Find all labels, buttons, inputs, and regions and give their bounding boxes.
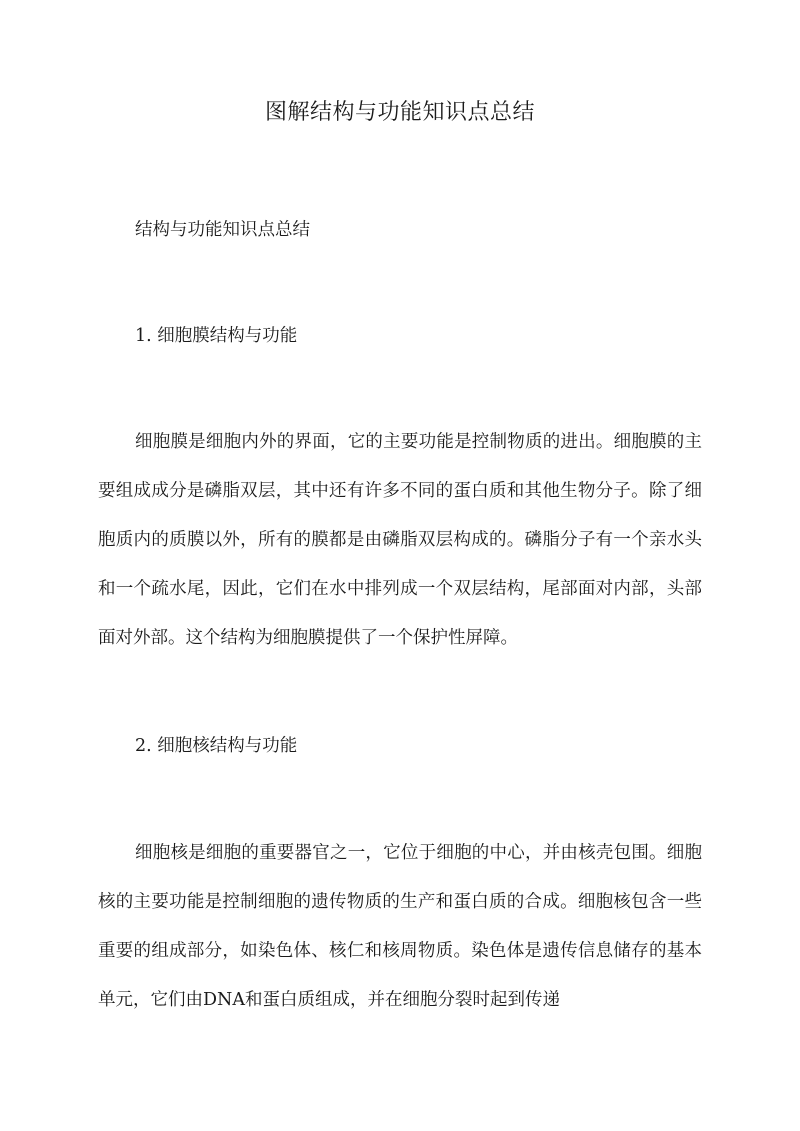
section-paragraph-nucleus: 细胞核是细胞的重要器官之一，它位于细胞的中心，并由核壳包围。细胞核的主要功能是控制细胞的遗传物质的生产和蛋白质的合成。细胞核包含一些重要的组成部分，如染色体、核仁和核周物质。染色体是遗传信息储存的基本单元，它们由DNA和蛋白质组成，并在细胞分裂时起到传递 <box>98 843 702 1010</box>
section-heading-nucleus: 2. 细胞核结构与功能 <box>135 736 298 756</box>
section-heading-cell-membrane: 1. 细胞膜结构与功能 <box>135 326 298 346</box>
document-subtitle: 结构与功能知识点总结 <box>135 220 310 240</box>
section-paragraph-cell-membrane: 细胞膜是细胞内外的界面，它的主要功能是控制物质的进出。细胞膜的主要组成成分是磷脂双层，其中还有许多不同的蛋白质和其他生物分子。除了细胞质内的质膜以外，所有的膜都是由磷脂双层构成的。磷脂分子有一个亲水头和一个疏水尾，因此，它们在水中排列成一个双层结构，尾部面对内部，头部面对外部。这个结构为细胞膜提供了一个保护性屏障。 <box>98 432 702 648</box>
document-title: 图解结构与功能知识点总结 <box>264 100 535 125</box>
